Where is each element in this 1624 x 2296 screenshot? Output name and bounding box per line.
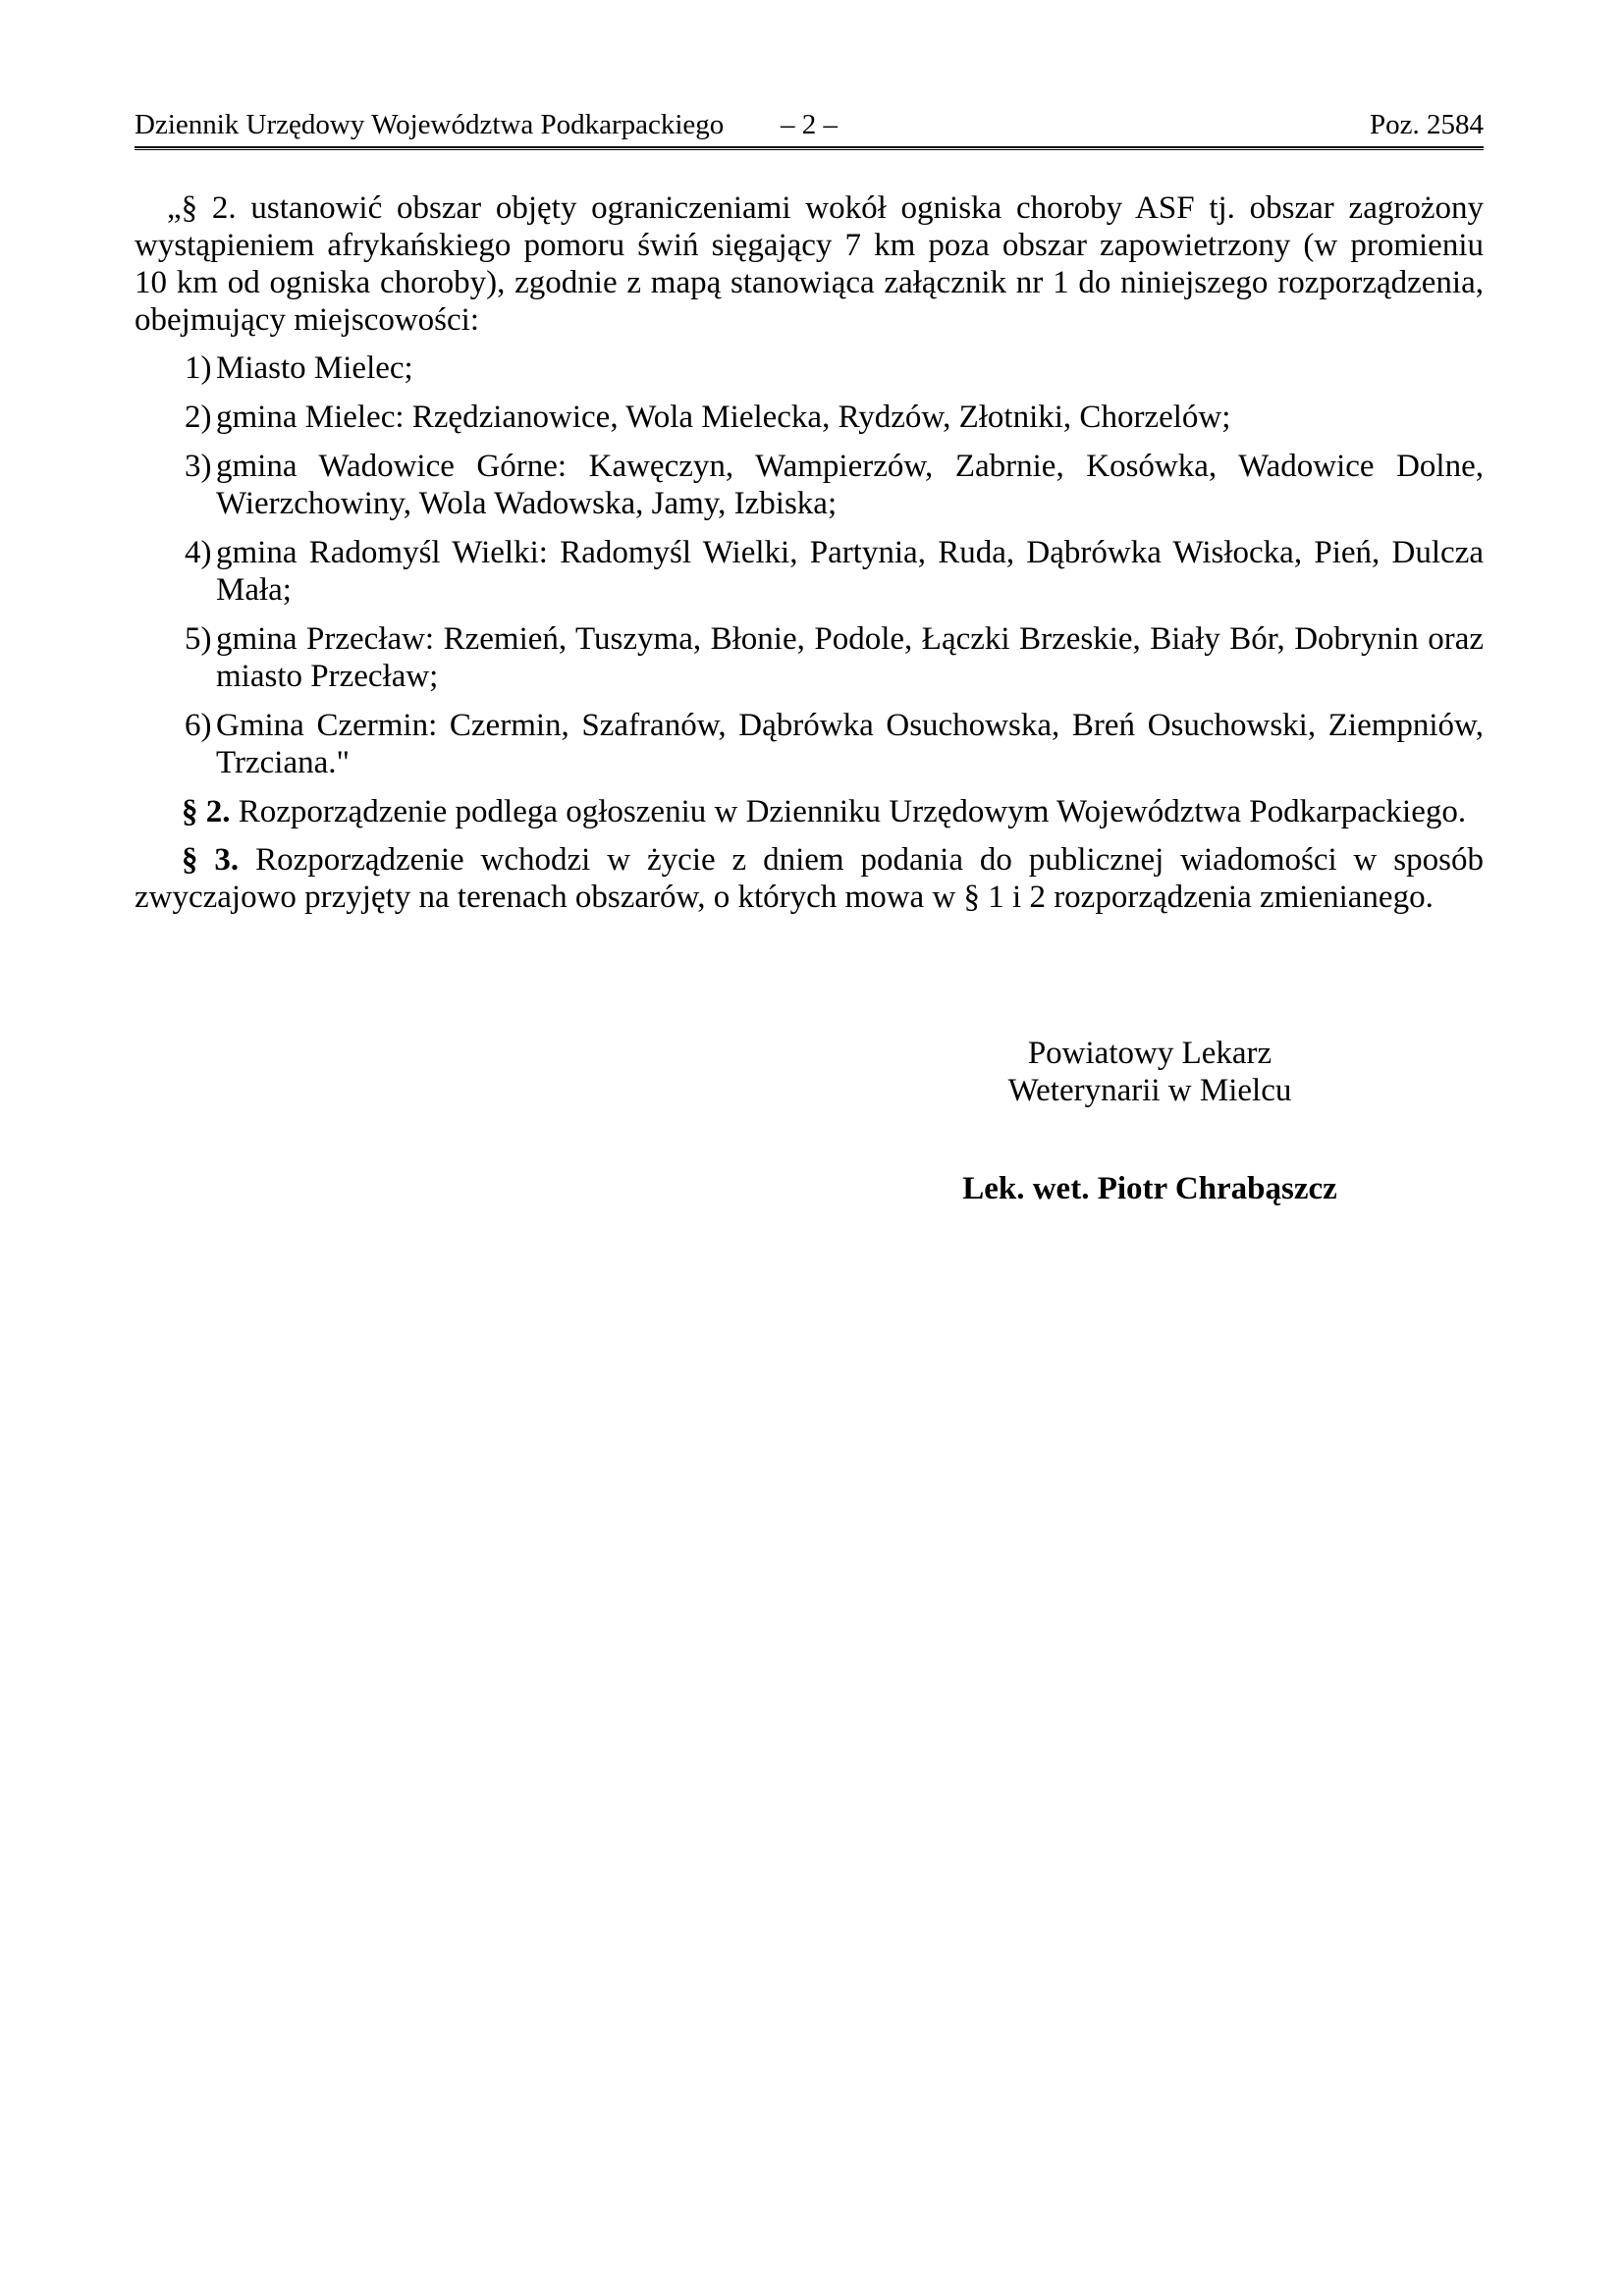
section-3-label: § 3. — [182, 842, 240, 878]
list-item-text: Gmina Czermin: Czermin, Szafranów, Dąbrówka Osuchowska, Breń Osuchowski, Ziempniów, Trzciana." — [216, 708, 1484, 780]
list-item — [135, 534, 1484, 609]
page-header — [135, 108, 1484, 141]
list-item-text: gmina Mielec: Rzędzianowice, Wola Mielecka, Rydzów, Złotniki, Chorzelów; — [216, 400, 1231, 435]
list-item — [135, 620, 1484, 695]
section-2-label: § 2. — [182, 794, 231, 829]
opening-paragraph: „§ 2. ustanowić obszar objęty ograniczeniami wokół ogniska choroby ASF tj. obszar zagrożony wystąpieniem afrykańskiego pomoru świń sięgający 7 km poza obszar zapowietrzony (w promieniu 10 km od ogniska choroby), zgodnie z mapą stanowiąca załącznik nr 1 do niniejszego rozporządzenia, obejmujący miejscowości: — [135, 190, 1484, 338]
list-item — [135, 399, 1484, 436]
signatory-title-line-2: Weterynarii w Mielcu — [1007, 1073, 1292, 1108]
journal-title: Dziennik Urzędowy Województwa Podkarpackiego — [135, 109, 725, 140]
section-3-paragraph — [135, 841, 1484, 916]
list-item-text: gmina Radomyśl Wielki: Radomyśl Wielki, Partynia, Ruda, Dąbrówka Wisłocka, Pień, Dulcza Mała; — [216, 535, 1484, 608]
list-item-number: 1) — [185, 350, 212, 386]
list-item-number: 4) — [185, 535, 212, 570]
list-item-number: 5) — [185, 621, 212, 657]
list-item-number: 6) — [185, 708, 212, 743]
list-item-text: Miasto Mielec; — [216, 350, 413, 386]
list-item — [135, 349, 1484, 387]
list-item-text: gmina Wadowice Górne: Kawęczyn, Wampierzów, Zabrnie, Kosówka, Wadowice Dolne, Wierzchowiny, Wola Wadowska, Jamy, Izbiska; — [216, 449, 1484, 521]
section-2-text: Rozporządzenie podlega ogłoszeniu w Dzienniku Urzędowym Województwa Podkarpackiego. — [238, 794, 1467, 829]
signatory-title-line-1: Powiatowy Lekarz — [1027, 1036, 1272, 1071]
list-item-number: 3) — [185, 449, 212, 484]
page-number: – 2 – — [781, 109, 838, 140]
section-2-paragraph — [135, 793, 1484, 830]
document-body — [135, 189, 1484, 1207]
signatory-name: Lek. wet. Piotr Chrabąszcz — [962, 1171, 1337, 1206]
list-item-text: gmina Przecław: Rzemień, Tuszyma, Błonie, Podole, Łączki Brzeskie, Biały Bór, Dobrynin oraz miasto Przecław; — [216, 621, 1484, 694]
section-3-text: Rozporządzenie wchodzi w życie z dniem podania do publicznej wiadomości w sposób zwyczajowo przyjęty na terenach obszarów, o których mowa w § 1 i 2 rozporządzenia zmienianego. — [135, 842, 1484, 915]
signature-block — [816, 1035, 1484, 1207]
list-item — [135, 448, 1484, 522]
header-divider-rule — [135, 146, 1484, 150]
list-item-number: 2) — [185, 400, 212, 435]
position-number: Poz. 2584 — [1370, 109, 1484, 140]
list-item — [135, 707, 1484, 781]
